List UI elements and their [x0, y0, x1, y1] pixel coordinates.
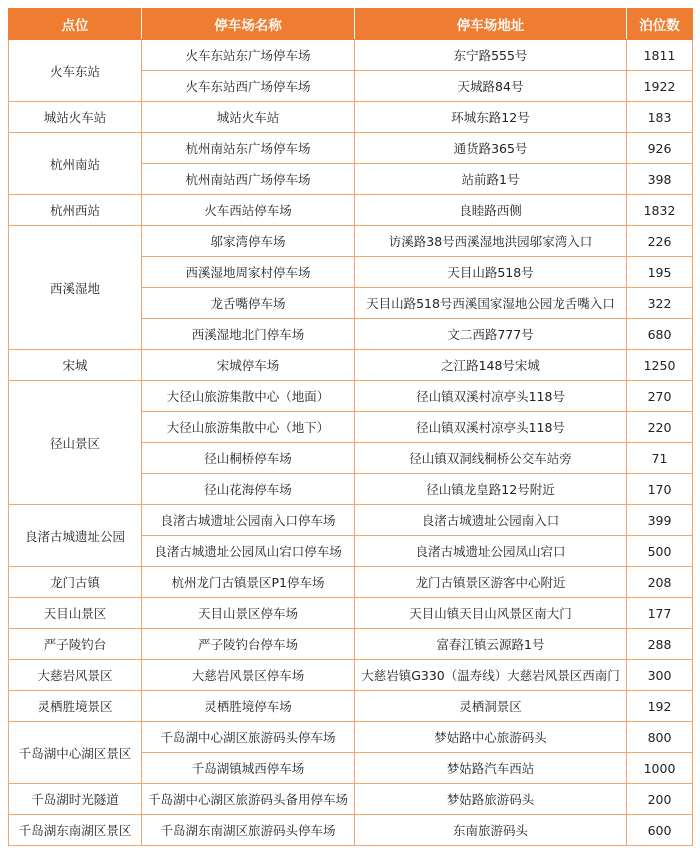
lot-name-cell: 火车东站西广场停车场	[142, 71, 355, 102]
table-row	[9, 567, 693, 598]
address-cell: 良睦路西侧	[355, 195, 627, 226]
lot-name-cell: 火车东站东广场停车场	[142, 40, 355, 71]
location-cell: 千岛湖中心湖区景区	[9, 722, 142, 784]
table-row	[9, 226, 693, 257]
address-cell: 访溪路38号西溪湿地洪园邬家湾入口	[355, 226, 627, 257]
lot-name-cell: 大慈岩风景区停车场	[142, 660, 355, 691]
address-cell: 梦姑路旅游码头	[355, 784, 627, 815]
lot-name-cell: 大径山旅游集散中心（地下）	[142, 412, 355, 443]
table-body	[9, 40, 693, 846]
table-row	[9, 505, 693, 536]
spaces-cell: 200	[627, 784, 693, 815]
lot-name-cell: 径山桐桥停车场	[142, 443, 355, 474]
address-cell: 良渚古城遗址公园凤山宕口	[355, 536, 627, 567]
spaces-cell: 926	[627, 133, 693, 164]
spaces-cell: 170	[627, 474, 693, 505]
address-cell: 龙门古镇景区游客中心附近	[355, 567, 627, 598]
table-row	[9, 133, 693, 164]
spaces-cell: 192	[627, 691, 693, 722]
spaces-cell: 270	[627, 381, 693, 412]
spaces-cell: 1811	[627, 40, 693, 71]
lot-name-cell: 火车西站停车场	[142, 195, 355, 226]
spaces-cell: 600	[627, 815, 693, 846]
spaces-cell: 220	[627, 412, 693, 443]
location-cell: 良渚古城遗址公园	[9, 505, 142, 567]
location-cell: 大慈岩风景区	[9, 660, 142, 691]
spaces-cell: 195	[627, 257, 693, 288]
table-header-row	[9, 9, 693, 40]
lot-name-cell: 良渚古城遗址公园南入口停车场	[142, 505, 355, 536]
spaces-cell: 800	[627, 722, 693, 753]
lot-name-cell: 城站火车站	[142, 102, 355, 133]
lot-name-cell: 灵栖胜境停车场	[142, 691, 355, 722]
address-cell: 东宁路555号	[355, 40, 627, 71]
lot-name-cell: 千岛湖镇城西停车场	[142, 753, 355, 784]
location-cell: 千岛湖东南湖区景区	[9, 815, 142, 846]
table-row	[9, 629, 693, 660]
table-row	[9, 40, 693, 71]
address-cell: 天目山镇天目山风景区南大门	[355, 598, 627, 629]
address-cell: 天目山路518号	[355, 257, 627, 288]
address-cell: 径山镇双洞线桐桥公交车站旁	[355, 443, 627, 474]
spaces-cell: 300	[627, 660, 693, 691]
lot-name-cell: 大径山旅游集散中心（地面）	[142, 381, 355, 412]
spaces-cell: 1000	[627, 753, 693, 784]
lot-name-cell: 良渚古城遗址公园凤山宕口停车场	[142, 536, 355, 567]
address-cell: 梦姑路中心旅游码头	[355, 722, 627, 753]
address-cell: 天城路84号	[355, 71, 627, 102]
location-cell: 杭州西站	[9, 195, 142, 226]
spaces-cell: 288	[627, 629, 693, 660]
address-cell: 环城东路12号	[355, 102, 627, 133]
location-cell: 径山景区	[9, 381, 142, 505]
address-cell: 径山镇双溪村凉亭头118号	[355, 381, 627, 412]
address-cell: 灵栖洞景区	[355, 691, 627, 722]
address-cell: 大慈岩镇G330（温寿线）大慈岩风景区西南门	[355, 660, 627, 691]
spaces-cell: 183	[627, 102, 693, 133]
address-cell: 梦姑路汽车西站	[355, 753, 627, 784]
spaces-cell: 71	[627, 443, 693, 474]
lot-name-cell: 天目山景区停车场	[142, 598, 355, 629]
spaces-cell: 177	[627, 598, 693, 629]
lot-name-cell: 径山花海停车场	[142, 474, 355, 505]
spaces-cell: 500	[627, 536, 693, 567]
spaces-cell: 1832	[627, 195, 693, 226]
table-row	[9, 815, 693, 846]
table-row	[9, 102, 693, 133]
spaces-cell: 322	[627, 288, 693, 319]
location-cell: 千岛湖时光隧道	[9, 784, 142, 815]
table-row	[9, 195, 693, 226]
table-row	[9, 598, 693, 629]
lot-name-cell: 杭州南站西广场停车场	[142, 164, 355, 195]
lot-name-cell: 严子陵钓台停车场	[142, 629, 355, 660]
spaces-cell: 1922	[627, 71, 693, 102]
location-cell: 严子陵钓台	[9, 629, 142, 660]
table-row	[9, 381, 693, 412]
table-row	[9, 660, 693, 691]
lot-name-cell: 杭州南站东广场停车场	[142, 133, 355, 164]
address-cell: 文二西路777号	[355, 319, 627, 350]
address-cell: 径山镇双溪村凉亭头118号	[355, 412, 627, 443]
location-cell: 龙门古镇	[9, 567, 142, 598]
table-row	[9, 722, 693, 753]
lot-name-cell: 千岛湖东南湖区旅游码头停车场	[142, 815, 355, 846]
spaces-cell: 1250	[627, 350, 693, 381]
address-cell: 天目山路518号西溪国家湿地公园龙舌嘴入口	[355, 288, 627, 319]
address-cell: 径山镇龙皇路12号附近	[355, 474, 627, 505]
lot-name-cell: 杭州龙门古镇景区P1停车场	[142, 567, 355, 598]
address-cell: 之江路148号宋城	[355, 350, 627, 381]
spaces-cell: 226	[627, 226, 693, 257]
table-row	[9, 784, 693, 815]
location-cell: 灵栖胜境景区	[9, 691, 142, 722]
spaces-cell: 208	[627, 567, 693, 598]
address-cell: 良渚古城遗址公园南入口	[355, 505, 627, 536]
parking-table-wrapper	[8, 8, 693, 846]
lot-name-cell: 千岛湖中心湖区旅游码头停车场	[142, 722, 355, 753]
lot-name-cell: 西溪湿地北门停车场	[142, 319, 355, 350]
header-address: 停车场地址	[355, 9, 627, 40]
table-row	[9, 691, 693, 722]
location-cell: 西溪湿地	[9, 226, 142, 350]
lot-name-cell: 邬家湾停车场	[142, 226, 355, 257]
address-cell: 东南旅游码头	[355, 815, 627, 846]
spaces-cell: 399	[627, 505, 693, 536]
location-cell: 城站火车站	[9, 102, 142, 133]
location-cell: 宋城	[9, 350, 142, 381]
lot-name-cell: 西溪湿地周家村停车场	[142, 257, 355, 288]
lot-name-cell: 龙舌嘴停车场	[142, 288, 355, 319]
header-lot-name: 停车场名称	[142, 9, 355, 40]
spaces-cell: 680	[627, 319, 693, 350]
parking-table	[8, 8, 693, 846]
lot-name-cell: 宋城停车场	[142, 350, 355, 381]
spaces-cell: 398	[627, 164, 693, 195]
address-cell: 富春江镇云源路1号	[355, 629, 627, 660]
lot-name-cell: 千岛湖中心湖区旅游码头备用停车场	[142, 784, 355, 815]
address-cell: 通货路365号	[355, 133, 627, 164]
address-cell: 站前路1号	[355, 164, 627, 195]
table-row	[9, 350, 693, 381]
location-cell: 火车东站	[9, 40, 142, 102]
header-spaces: 泊位数	[627, 9, 693, 40]
location-cell: 杭州南站	[9, 133, 142, 195]
location-cell: 天目山景区	[9, 598, 142, 629]
header-location: 点位	[9, 9, 142, 40]
